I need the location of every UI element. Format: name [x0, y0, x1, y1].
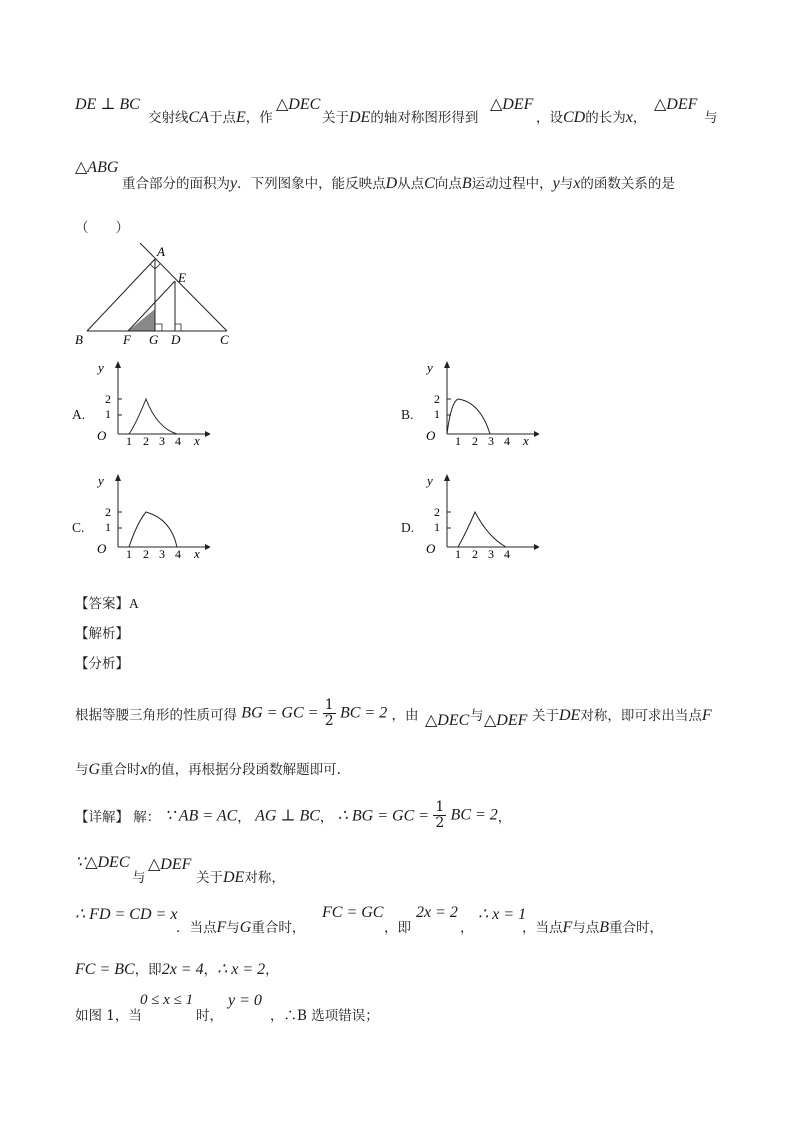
xtick-2: 2	[143, 547, 149, 561]
xtick-1: 1	[455, 434, 461, 448]
detail-line-5-a: 如图 1，当	[75, 1008, 142, 1024]
option-c-graph[interactable]	[95, 471, 210, 561]
geometry-figure	[70, 240, 240, 350]
label-E: E	[178, 270, 186, 285]
xtick-3: 3	[488, 434, 494, 448]
analysis-yu: 与	[470, 708, 484, 724]
answer-tag: 【答案】	[75, 596, 129, 612]
xtick-1: 1	[126, 434, 132, 448]
xtick-4: 4	[175, 434, 181, 448]
origin-label: O	[97, 541, 107, 556]
ytick-2: 2	[105, 505, 111, 519]
fd-cd-x: ∴ FD = CD = x	[75, 906, 178, 923]
axis-x-label: x	[523, 433, 529, 448]
ytick-1: 1	[105, 407, 111, 421]
axis-y-label: y	[427, 473, 433, 488]
fraction-half-2: $\frac{1}{2}$	[435, 799, 445, 831]
label-C: C	[220, 332, 229, 347]
shaded-overlap	[128, 309, 155, 331]
detail-line-3-a: ．当点F与G重合时，	[176, 919, 306, 936]
option-a-graph[interactable]	[95, 358, 210, 448]
triangle-abg: △ABG	[75, 159, 119, 176]
analysis-line-1: 根据等腰三角形的性质可得 BG = GC = $\frac{1}{2}$ BC = 2 ，由	[75, 697, 419, 729]
xtick-4: 4	[504, 547, 510, 561]
analysis-line-2: 与G重合时x的值，再根据分段函数解题即可.	[75, 761, 341, 778]
curve-c	[129, 512, 177, 547]
label-G: G	[149, 332, 159, 347]
triangle-def-2: △DEF	[654, 96, 698, 113]
eq-2x-2: 2x = 2	[416, 904, 458, 921]
problem-line-1-mid: 关于DE的轴对称图形得到	[322, 109, 479, 126]
fraction-half: $\frac{1}{2}$	[324, 697, 334, 729]
detail-line-1: 【详解】 解： ∵ AB = AC， AG ⊥ BC， ∴ BG = GC = $\frac{1}{2}$ BC = 2，	[75, 799, 512, 831]
ytick-2: 2	[434, 392, 440, 406]
ytick-1: 1	[434, 520, 440, 534]
analysis-tri-def: △DEF	[484, 712, 528, 729]
option-d-letter[interactable]: D.	[401, 520, 415, 535]
detail-tag: 【详解】	[75, 809, 129, 826]
xtick-3: 3	[488, 547, 494, 561]
comma-4: ，	[460, 920, 474, 936]
detail-line-3-b: ，当点F与点B重合时，	[522, 919, 664, 936]
problem-line-1	[75, 94, 140, 114]
answer-bracket: （ ）	[75, 220, 129, 236]
detail-line-2-end: 关于DE对称，	[196, 869, 285, 886]
xtick-2: 2	[472, 434, 478, 448]
origin-label: O	[426, 541, 436, 556]
de-perp-bc: DE ⊥ BC	[75, 96, 140, 113]
xtick-1: 1	[126, 547, 132, 561]
detail-line-5-b: ，∴B 选项错误；	[270, 1008, 379, 1024]
xtick-4: 4	[175, 547, 181, 561]
analysis-line-1-tail: 关于DE对称，即可求出当点F	[532, 707, 712, 724]
bg-eq: BG = GC =	[241, 704, 319, 722]
answer-line	[75, 592, 139, 612]
triangle-dec: △DEC	[276, 96, 321, 113]
curve-b	[447, 399, 490, 434]
problem-line-2: 重合部分的面积为y．下列图象中，能反映点D从点C向点B运动过程中，y与x的函数关系的是	[122, 175, 675, 192]
label-B: B	[75, 332, 83, 347]
option-c-letter[interactable]: C.	[72, 520, 85, 535]
detail-line-2-tail: 与	[132, 870, 146, 886]
detail-line-2: ∵△DEC	[75, 854, 130, 871]
ytick-2: 2	[434, 505, 440, 519]
shi-text: 时，	[196, 1008, 223, 1024]
origin-label: O	[97, 428, 107, 443]
jiexi-tag: 【解析】	[75, 626, 129, 642]
xtick-1: 1	[455, 547, 461, 561]
xtick-3: 3	[159, 434, 165, 448]
option-b-letter[interactable]: B.	[401, 407, 414, 422]
option-d-graph[interactable]	[424, 471, 539, 561]
curve-a	[129, 399, 177, 434]
fc-gc: FC = GC	[322, 904, 384, 921]
option-b-graph[interactable]	[424, 358, 539, 448]
problem-line-1-text: 交射线CA于点E，作	[148, 109, 273, 126]
analysis-tri-dec: △DEC	[425, 712, 470, 729]
range-0-x-1: 0 ≤ x ≤ 1	[140, 992, 194, 1008]
label-D: D	[171, 332, 181, 347]
label-A: A	[157, 244, 165, 259]
triangle-def: △DEF	[490, 96, 534, 113]
axis-y-label: y	[98, 360, 104, 375]
detail-tri-def: △DEF	[148, 856, 192, 873]
xtick-3: 3	[159, 547, 165, 561]
fenxi-tag: 【分析】	[75, 656, 129, 672]
xtick-4: 4	[504, 434, 510, 448]
x-eq-1: ∴ x = 1	[478, 906, 527, 923]
yu-text: 与	[704, 110, 718, 126]
axis-y-label: y	[427, 360, 433, 375]
problem-line-1-tail: ，设CD的长为x，	[536, 109, 647, 126]
label-F: F	[123, 332, 131, 347]
detail-line-4: FC = BC，即2x = 4，∴ x = 2，	[75, 961, 279, 978]
axis-x-label: x	[194, 433, 200, 448]
xtick-2: 2	[143, 434, 149, 448]
ji-text: ，即	[384, 920, 411, 936]
xtick-2: 2	[472, 547, 478, 561]
curve-d	[458, 512, 506, 547]
ytick-1: 1	[434, 407, 440, 421]
origin-label: O	[426, 428, 436, 443]
option-a-letter[interactable]: A.	[72, 407, 86, 422]
ytick-2: 2	[105, 392, 111, 406]
axis-y-label: y	[98, 473, 104, 488]
ytick-1: 1	[105, 520, 111, 534]
axis-x-label: x	[194, 546, 200, 561]
y-eq-0: y = 0	[228, 992, 262, 1009]
answer-value: A	[129, 596, 139, 611]
